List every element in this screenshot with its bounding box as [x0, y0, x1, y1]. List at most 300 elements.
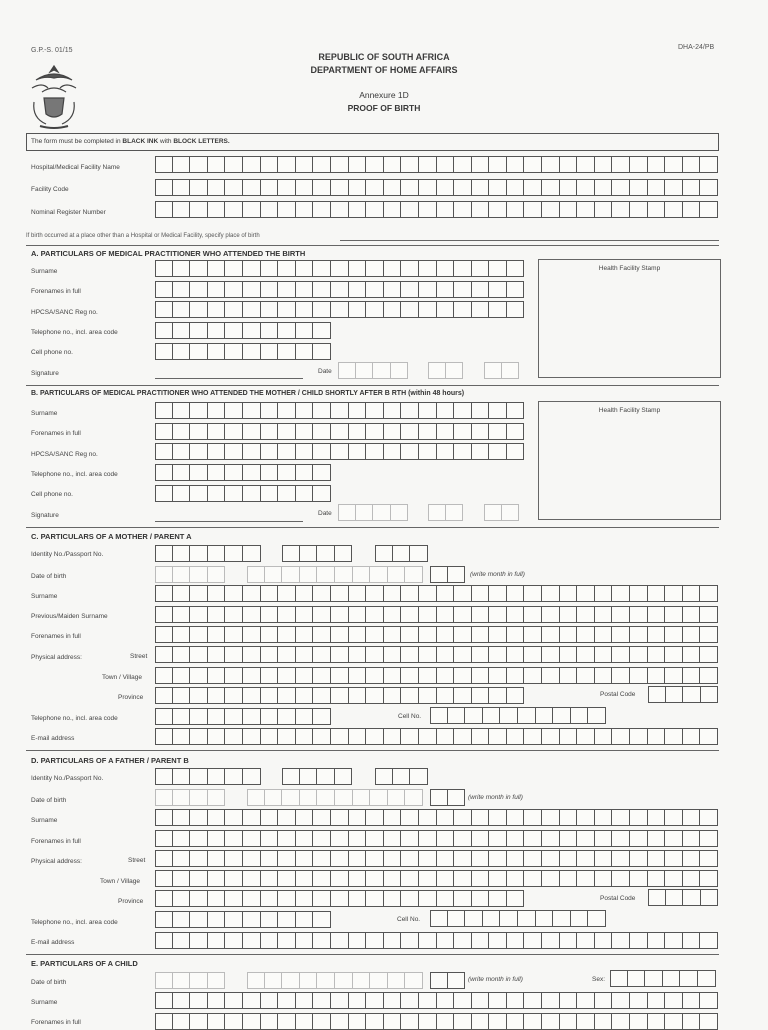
- character-box[interactable]: [225, 606, 243, 623]
- character-box[interactable]: [472, 890, 490, 907]
- character-box[interactable]: [524, 585, 542, 602]
- character-box[interactable]: [542, 201, 560, 218]
- character-box[interactable]: [428, 504, 446, 521]
- character-box[interactable]: [173, 687, 191, 704]
- character-box[interactable]: [225, 156, 243, 173]
- character-box[interactable]: [665, 1013, 683, 1030]
- character-box[interactable]: [313, 260, 331, 277]
- character-box[interactable]: [190, 201, 208, 218]
- character-box[interactable]: [472, 606, 490, 623]
- character-box[interactable]: [225, 402, 243, 419]
- character-box[interactable]: [419, 606, 437, 623]
- character-box[interactable]: [313, 606, 331, 623]
- character-box[interactable]: [296, 708, 314, 725]
- character-box[interactable]: [683, 932, 701, 949]
- character-box[interactable]: [261, 626, 279, 643]
- character-box[interactable]: [190, 156, 208, 173]
- character-box[interactable]: [410, 545, 428, 562]
- character-box[interactable]: [173, 301, 191, 318]
- character-box[interactable]: [489, 626, 507, 643]
- character-box[interactable]: [208, 566, 226, 583]
- character-box[interactable]: [366, 443, 384, 460]
- character-box[interactable]: [630, 646, 648, 663]
- character-box[interactable]: [261, 728, 279, 745]
- character-box[interactable]: [419, 301, 437, 318]
- character-box[interactable]: [507, 301, 525, 318]
- character-box[interactable]: [401, 281, 419, 298]
- character-box[interactable]: [261, 830, 279, 847]
- character-box[interactable]: [155, 464, 173, 481]
- character-box[interactable]: [384, 423, 402, 440]
- character-box[interactable]: [507, 402, 525, 419]
- b-telephone-field[interactable]: [155, 464, 331, 481]
- character-box[interactable]: [384, 667, 402, 684]
- character-box[interactable]: [349, 626, 367, 643]
- character-box[interactable]: [700, 606, 718, 623]
- character-box[interactable]: [317, 566, 335, 583]
- character-box[interactable]: [243, 322, 261, 339]
- character-box[interactable]: [454, 201, 472, 218]
- e-sex-field[interactable]: [610, 970, 716, 987]
- character-box[interactable]: [648, 932, 666, 949]
- character-box[interactable]: [208, 179, 226, 196]
- character-box[interactable]: [472, 423, 490, 440]
- d-town-field[interactable]: [155, 870, 718, 887]
- c-id-part3[interactable]: [375, 545, 428, 562]
- character-box[interactable]: [190, 932, 208, 949]
- character-box[interactable]: [419, 646, 437, 663]
- character-box[interactable]: [683, 686, 701, 703]
- character-box[interactable]: [208, 260, 226, 277]
- character-box[interactable]: [612, 728, 630, 745]
- character-box[interactable]: [265, 789, 283, 806]
- character-box[interactable]: [190, 585, 208, 602]
- character-box[interactable]: [401, 201, 419, 218]
- character-box[interactable]: [190, 992, 208, 1009]
- character-box[interactable]: [373, 362, 391, 379]
- character-box[interactable]: [630, 850, 648, 867]
- character-box[interactable]: [225, 1013, 243, 1030]
- character-box[interactable]: [630, 830, 648, 847]
- character-box[interactable]: [173, 789, 191, 806]
- character-box[interactable]: [542, 809, 560, 826]
- character-box[interactable]: [665, 201, 683, 218]
- character-box[interactable]: [366, 870, 384, 887]
- character-box[interactable]: [208, 972, 226, 989]
- character-box[interactable]: [419, 402, 437, 419]
- character-box[interactable]: [243, 260, 261, 277]
- character-box[interactable]: [430, 910, 448, 927]
- character-box[interactable]: [208, 830, 226, 847]
- character-box[interactable]: [401, 606, 419, 623]
- character-box[interactable]: [278, 322, 296, 339]
- character-box[interactable]: [577, 646, 595, 663]
- character-box[interactable]: [384, 156, 402, 173]
- character-box[interactable]: [665, 646, 683, 663]
- character-box[interactable]: [190, 260, 208, 277]
- character-box[interactable]: [331, 992, 349, 1009]
- character-box[interactable]: [173, 606, 191, 623]
- character-box[interactable]: [542, 626, 560, 643]
- character-box[interactable]: [507, 809, 525, 826]
- character-box[interactable]: [472, 1013, 490, 1030]
- character-box[interactable]: [208, 911, 226, 928]
- character-box[interactable]: [190, 402, 208, 419]
- character-box[interactable]: [300, 566, 318, 583]
- character-box[interactable]: [577, 992, 595, 1009]
- character-box[interactable]: [208, 809, 226, 826]
- character-box[interactable]: [190, 972, 208, 989]
- character-box[interactable]: [401, 260, 419, 277]
- character-box[interactable]: [472, 992, 490, 1009]
- character-box[interactable]: [507, 687, 525, 704]
- character-box[interactable]: [261, 687, 279, 704]
- character-box[interactable]: [331, 201, 349, 218]
- character-box[interactable]: [553, 910, 571, 927]
- character-box[interactable]: [331, 1013, 349, 1030]
- character-box[interactable]: [173, 708, 191, 725]
- character-box[interactable]: [317, 545, 335, 562]
- character-box[interactable]: [472, 667, 490, 684]
- character-box[interactable]: [437, 870, 455, 887]
- character-box[interactable]: [208, 789, 226, 806]
- character-box[interactable]: [225, 485, 243, 502]
- character-box[interactable]: [313, 402, 331, 419]
- character-box[interactable]: [208, 485, 226, 502]
- character-box[interactable]: [208, 1013, 226, 1030]
- character-box[interactable]: [278, 932, 296, 949]
- character-box[interactable]: [507, 443, 525, 460]
- character-box[interactable]: [243, 911, 261, 928]
- character-box[interactable]: [665, 850, 683, 867]
- character-box[interactable]: [296, 646, 314, 663]
- character-box[interactable]: [208, 768, 226, 785]
- character-box[interactable]: [208, 667, 226, 684]
- character-box[interactable]: [489, 402, 507, 419]
- character-box[interactable]: [489, 687, 507, 704]
- character-box[interactable]: [700, 850, 718, 867]
- character-box[interactable]: [489, 260, 507, 277]
- character-box[interactable]: [612, 850, 630, 867]
- character-box[interactable]: [612, 809, 630, 826]
- character-box[interactable]: [437, 830, 455, 847]
- character-box[interactable]: [683, 992, 701, 1009]
- character-box[interactable]: [700, 626, 718, 643]
- character-box[interactable]: [465, 910, 483, 927]
- character-box[interactable]: [507, 667, 525, 684]
- character-box[interactable]: [595, 1013, 613, 1030]
- a-date-year[interactable]: [338, 362, 408, 379]
- character-box[interactable]: [454, 156, 472, 173]
- character-box[interactable]: [261, 485, 279, 502]
- character-box[interactable]: [155, 485, 173, 502]
- character-box[interactable]: [349, 443, 367, 460]
- character-box[interactable]: [190, 545, 208, 562]
- character-box[interactable]: [313, 992, 331, 1009]
- character-box[interactable]: [173, 464, 191, 481]
- character-box[interactable]: [454, 585, 472, 602]
- character-box[interactable]: [366, 402, 384, 419]
- character-box[interactable]: [243, 809, 261, 826]
- character-box[interactable]: [190, 830, 208, 847]
- character-box[interactable]: [630, 667, 648, 684]
- character-box[interactable]: [384, 201, 402, 218]
- character-box[interactable]: [542, 932, 560, 949]
- character-box[interactable]: [173, 545, 191, 562]
- c-dob-month[interactable]: [247, 566, 423, 583]
- character-box[interactable]: [560, 201, 578, 218]
- character-box[interactable]: [317, 972, 335, 989]
- character-box[interactable]: [243, 1013, 261, 1030]
- character-box[interactable]: [524, 830, 542, 847]
- character-box[interactable]: [401, 667, 419, 684]
- character-box[interactable]: [524, 992, 542, 1009]
- character-box[interactable]: [225, 728, 243, 745]
- character-box[interactable]: [317, 789, 335, 806]
- character-box[interactable]: [349, 260, 367, 277]
- character-box[interactable]: [190, 626, 208, 643]
- character-box[interactable]: [405, 566, 423, 583]
- character-box[interactable]: [313, 932, 331, 949]
- character-box[interactable]: [373, 504, 391, 521]
- character-box[interactable]: [278, 585, 296, 602]
- character-box[interactable]: [502, 504, 520, 521]
- character-box[interactable]: [437, 281, 455, 298]
- character-box[interactable]: [612, 992, 630, 1009]
- character-box[interactable]: [278, 687, 296, 704]
- character-box[interactable]: [489, 667, 507, 684]
- b-date-day[interactable]: [484, 504, 519, 521]
- character-box[interactable]: [419, 626, 437, 643]
- character-box[interactable]: [437, 260, 455, 277]
- character-box[interactable]: [437, 423, 455, 440]
- character-box[interactable]: [208, 626, 226, 643]
- character-box[interactable]: [665, 606, 683, 623]
- character-box[interactable]: [401, 156, 419, 173]
- character-box[interactable]: [313, 667, 331, 684]
- character-box[interactable]: [208, 322, 226, 339]
- character-box[interactable]: [648, 585, 666, 602]
- character-box[interactable]: [208, 708, 226, 725]
- character-box[interactable]: [560, 932, 578, 949]
- character-box[interactable]: [243, 890, 261, 907]
- character-box[interactable]: [507, 890, 525, 907]
- character-box[interactable]: [190, 789, 208, 806]
- character-box[interactable]: [448, 707, 466, 724]
- character-box[interactable]: [628, 970, 646, 987]
- character-box[interactable]: [518, 910, 536, 927]
- character-box[interactable]: [243, 545, 261, 562]
- character-box[interactable]: [648, 626, 666, 643]
- c-forenames-field[interactable]: [155, 626, 718, 643]
- character-box[interactable]: [349, 687, 367, 704]
- character-box[interactable]: [296, 606, 314, 623]
- character-box[interactable]: [507, 870, 525, 887]
- character-box[interactable]: [430, 707, 448, 724]
- character-box[interactable]: [155, 646, 173, 663]
- character-box[interactable]: [577, 179, 595, 196]
- character-box[interactable]: [665, 585, 683, 602]
- character-box[interactable]: [437, 585, 455, 602]
- character-box[interactable]: [577, 626, 595, 643]
- character-box[interactable]: [542, 585, 560, 602]
- character-box[interactable]: [612, 201, 630, 218]
- character-box[interactable]: [683, 585, 701, 602]
- character-box[interactable]: [683, 156, 701, 173]
- character-box[interactable]: [665, 626, 683, 643]
- character-box[interactable]: [648, 870, 666, 887]
- character-box[interactable]: [278, 301, 296, 318]
- c-id-part2[interactable]: [282, 545, 352, 562]
- character-box[interactable]: [401, 1013, 419, 1030]
- character-box[interactable]: [353, 789, 371, 806]
- character-box[interactable]: [296, 464, 314, 481]
- character-box[interactable]: [577, 156, 595, 173]
- character-box[interactable]: [349, 402, 367, 419]
- character-box[interactable]: [391, 362, 409, 379]
- character-box[interactable]: [588, 910, 606, 927]
- character-box[interactable]: [419, 156, 437, 173]
- character-box[interactable]: [577, 850, 595, 867]
- character-box[interactable]: [208, 343, 226, 360]
- character-box[interactable]: [261, 281, 279, 298]
- character-box[interactable]: [296, 343, 314, 360]
- character-box[interactable]: [437, 646, 455, 663]
- character-box[interactable]: [225, 646, 243, 663]
- character-box[interactable]: [313, 809, 331, 826]
- character-box[interactable]: [296, 911, 314, 928]
- character-box[interactable]: [261, 606, 279, 623]
- character-box[interactable]: [577, 201, 595, 218]
- character-box[interactable]: [155, 728, 173, 745]
- character-box[interactable]: [536, 707, 554, 724]
- character-box[interactable]: [384, 992, 402, 1009]
- character-box[interactable]: [595, 156, 613, 173]
- character-box[interactable]: [401, 443, 419, 460]
- a-reg-field[interactable]: [155, 301, 524, 318]
- character-box[interactable]: [595, 992, 613, 1009]
- character-box[interactable]: [190, 708, 208, 725]
- character-box[interactable]: [173, 667, 191, 684]
- character-box[interactable]: [313, 156, 331, 173]
- character-box[interactable]: [577, 667, 595, 684]
- character-box[interactable]: [542, 179, 560, 196]
- character-box[interactable]: [577, 585, 595, 602]
- d-id-part2[interactable]: [282, 768, 352, 785]
- character-box[interactable]: [454, 443, 472, 460]
- character-box[interactable]: [401, 870, 419, 887]
- character-box[interactable]: [155, 809, 173, 826]
- c-dob-year[interactable]: [155, 566, 225, 583]
- character-box[interactable]: [610, 970, 628, 987]
- d-id-part1[interactable]: [155, 768, 261, 785]
- character-box[interactable]: [243, 768, 261, 785]
- character-box[interactable]: [507, 728, 525, 745]
- character-box[interactable]: [683, 646, 701, 663]
- character-box[interactable]: [243, 423, 261, 440]
- a-telephone-field[interactable]: [155, 322, 331, 339]
- character-box[interactable]: [155, 911, 173, 928]
- character-box[interactable]: [331, 606, 349, 623]
- character-box[interactable]: [296, 443, 314, 460]
- character-box[interactable]: [542, 156, 560, 173]
- character-box[interactable]: [665, 809, 683, 826]
- character-box[interactable]: [454, 667, 472, 684]
- character-box[interactable]: [225, 687, 243, 704]
- character-box[interactable]: [560, 992, 578, 1009]
- c-dob-day[interactable]: [430, 566, 465, 583]
- character-box[interactable]: [313, 1013, 331, 1030]
- character-box[interactable]: [313, 687, 331, 704]
- character-box[interactable]: [410, 768, 428, 785]
- character-box[interactable]: [155, 585, 173, 602]
- character-box[interactable]: [419, 830, 437, 847]
- character-box[interactable]: [261, 301, 279, 318]
- character-box[interactable]: [419, 728, 437, 745]
- character-box[interactable]: [278, 992, 296, 1009]
- character-box[interactable]: [437, 626, 455, 643]
- character-box[interactable]: [448, 910, 466, 927]
- character-box[interactable]: [190, 343, 208, 360]
- character-box[interactable]: [437, 1013, 455, 1030]
- character-box[interactable]: [261, 156, 279, 173]
- character-box[interactable]: [419, 443, 437, 460]
- character-box[interactable]: [190, 322, 208, 339]
- character-box[interactable]: [560, 850, 578, 867]
- character-box[interactable]: [454, 850, 472, 867]
- character-box[interactable]: [472, 728, 490, 745]
- character-box[interactable]: [349, 1013, 367, 1030]
- character-box[interactable]: [507, 179, 525, 196]
- register-number-field[interactable]: [155, 201, 718, 218]
- character-box[interactable]: [155, 870, 173, 887]
- character-box[interactable]: [155, 932, 173, 949]
- character-box[interactable]: [665, 932, 683, 949]
- character-box[interactable]: [524, 1013, 542, 1030]
- character-box[interactable]: [437, 301, 455, 318]
- character-box[interactable]: [401, 728, 419, 745]
- character-box[interactable]: [155, 545, 173, 562]
- character-box[interactable]: [296, 830, 314, 847]
- character-box[interactable]: [300, 768, 318, 785]
- character-box[interactable]: [331, 423, 349, 440]
- character-box[interactable]: [384, 585, 402, 602]
- character-box[interactable]: [454, 728, 472, 745]
- character-box[interactable]: [296, 667, 314, 684]
- character-box[interactable]: [472, 179, 490, 196]
- character-box[interactable]: [370, 972, 388, 989]
- character-box[interactable]: [349, 646, 367, 663]
- character-box[interactable]: [648, 646, 666, 663]
- character-box[interactable]: [173, 870, 191, 887]
- character-box[interactable]: [317, 768, 335, 785]
- character-box[interactable]: [648, 992, 666, 1009]
- character-box[interactable]: [349, 850, 367, 867]
- character-box[interactable]: [261, 179, 279, 196]
- character-box[interactable]: [454, 179, 472, 196]
- character-box[interactable]: [349, 890, 367, 907]
- character-box[interactable]: [648, 850, 666, 867]
- character-box[interactable]: [155, 687, 173, 704]
- character-box[interactable]: [173, 322, 191, 339]
- e-forenames-field[interactable]: [155, 1013, 718, 1030]
- character-box[interactable]: [560, 156, 578, 173]
- place-of-birth-field[interactable]: If birth occurred at a place other than a Hospital or Medical Facility, specify place of birth: [26, 233, 260, 239]
- character-box[interactable]: [278, 708, 296, 725]
- character-box[interactable]: [553, 707, 571, 724]
- character-box[interactable]: [437, 156, 455, 173]
- character-box[interactable]: [208, 992, 226, 1009]
